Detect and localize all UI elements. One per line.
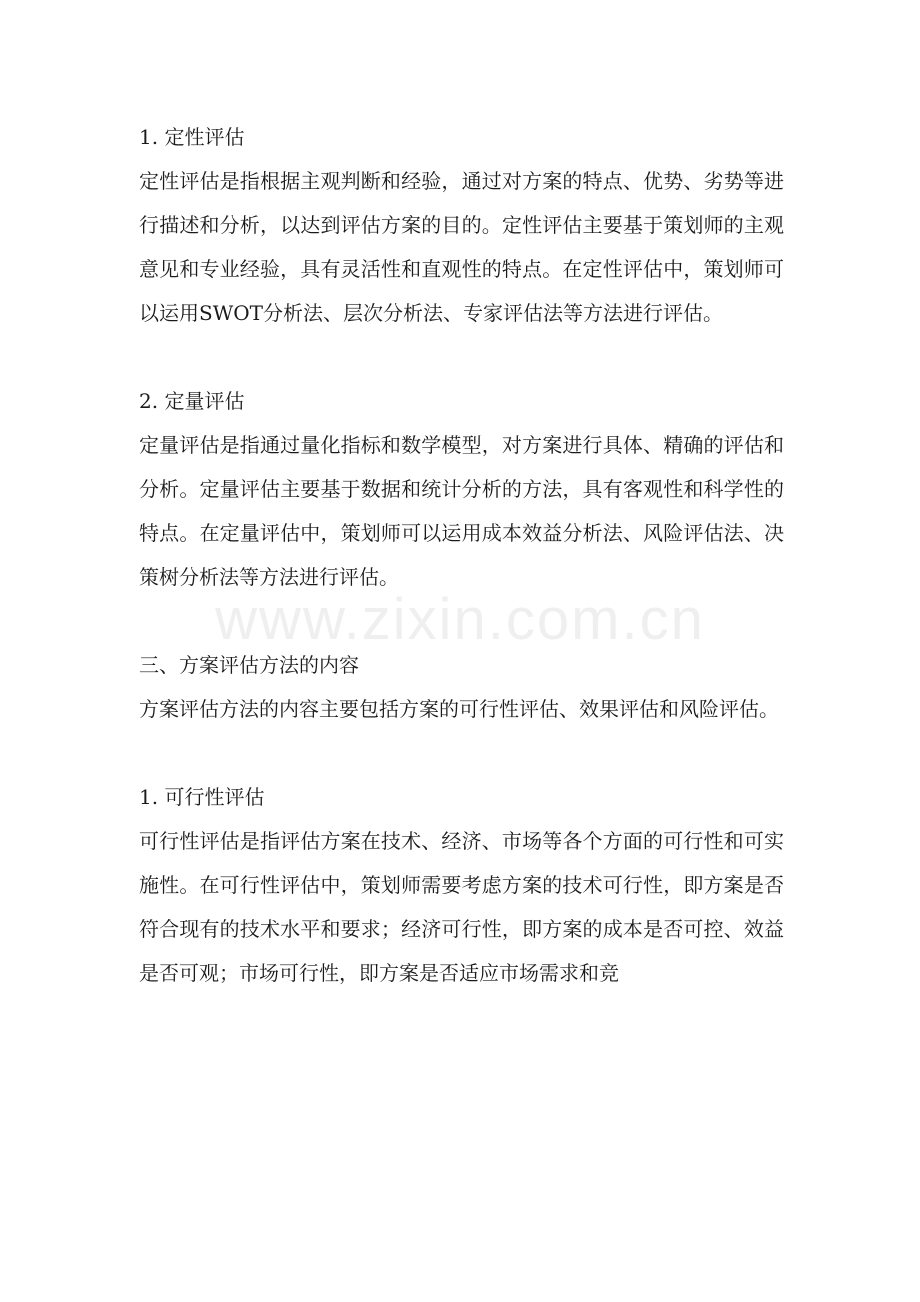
watermark: www.zixin.com.cn <box>215 587 705 652</box>
paragraph-spacer <box>139 599 784 643</box>
paragraph-spacer <box>139 335 784 379</box>
section-heading-qualitative: 1. 定性评估 <box>139 125 245 149</box>
section-paragraph-evaluation-content: 方案评估方法的内容主要包括方案的可行性评估、效果评估和风险评估。 <box>139 697 779 721</box>
section-paragraph-qualitative: 定性评估是指根据主观判断和经验，通过对方案的特点、优势、劣势等进行描述和分析，以达到评估方案的目的。定性评估主要基于策划师的主观意见和专业经验，具有灵活性和直观性的特点。在定性评估中，策划师可以运用SWOT分析法、层次分析法、专家评估法等方法进行评估。 <box>139 169 784 325</box>
section-paragraph-quantitative: 定量评估是指通过量化指标和数学模型，对方案进行具体、精确的评估和分析。定量评估主要基于数据和统计分析的方法，具有客观性和科学性的特点。在定量评估中，策划师可以运用成本效益分析法、风险评估法、决策树分析法等方法进行评估。 <box>139 433 784 589</box>
paragraph-spacer <box>139 731 784 775</box>
section-paragraph-feasibility: 可行性评估是指评估方案在技术、经济、市场等各个方面的可行性和可实施性。在可行性评估中，策划师需要考虑方案的技术可行性，即方案是否符合现有的技术水平和要求；经济可行性，即方案的成本是否可控、效益是否可观；市场可行性，即方案是否适应市场需求和竞 <box>139 829 784 985</box>
section-heading-evaluation-content: 三、方案评估方法的内容 <box>139 653 359 677</box>
section-heading-feasibility: 1. 可行性评估 <box>139 785 265 809</box>
section-heading-quantitative: 2. 定量评估 <box>139 389 245 413</box>
document-body <box>139 115 784 995</box>
